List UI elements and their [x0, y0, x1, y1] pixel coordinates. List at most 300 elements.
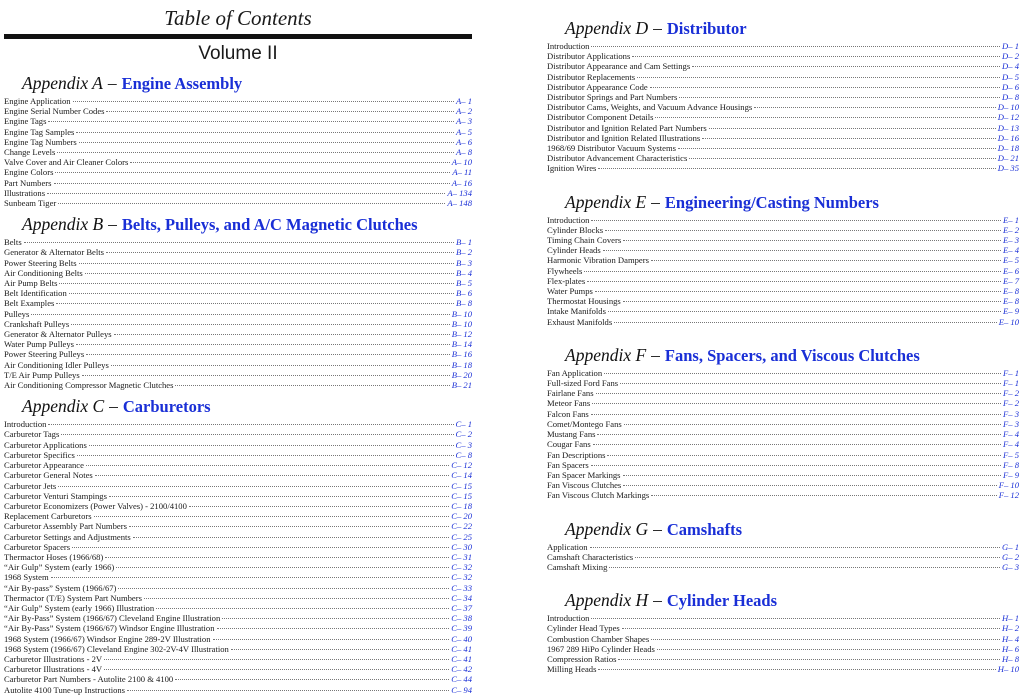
toc-entry[interactable]: [547, 450, 1019, 460]
toc-entry[interactable]: [4, 298, 472, 308]
dot-leader: [57, 152, 454, 153]
appendix-g-entries: [547, 542, 1019, 573]
appendix-h-heading: [565, 590, 1019, 611]
entry-page-number: B– 6: [456, 288, 472, 299]
entry-page-number: F– 4: [1003, 439, 1019, 450]
toc-entry[interactable]: [547, 92, 1019, 102]
entry-title: T/E Air Pump Pulleys: [4, 369, 80, 380]
entry-page-number: D– 6: [1002, 81, 1019, 92]
entry-page-number: D– 35: [997, 163, 1019, 174]
entry-title: Carburetor Illustrations - 4V: [4, 664, 103, 675]
toc-entry[interactable]: [4, 96, 472, 106]
dot-leader: [118, 588, 449, 589]
entry-title: Fan Descriptions: [547, 449, 606, 460]
dot-leader: [650, 87, 1000, 88]
toc-entry[interactable]: [4, 521, 472, 531]
dot-leader: [109, 496, 449, 497]
toc-entry[interactable]: [4, 470, 472, 480]
toc-entry[interactable]: [4, 106, 472, 116]
entry-title: Crankshaft Pulleys: [4, 318, 70, 329]
toc-entry[interactable]: [4, 501, 472, 511]
entry-page-number: C– 42: [451, 664, 472, 675]
heading-dash: –: [107, 73, 117, 93]
toc-entry[interactable]: [547, 255, 1019, 265]
toc-entry[interactable]: [547, 460, 1019, 470]
dot-leader: [651, 495, 996, 496]
dot-leader: [76, 132, 454, 133]
toc-entry[interactable]: [547, 542, 1019, 552]
appendix-b-entries: [4, 237, 472, 390]
entry-title: Pulleys: [4, 308, 30, 319]
entry-page-number: C– 33: [451, 582, 472, 593]
title-rule: [4, 34, 472, 39]
dot-leader: [127, 690, 449, 691]
toc-entry[interactable]: [547, 368, 1019, 378]
entry-page-number: A– 5: [456, 126, 472, 137]
entry-title: Change Levels: [4, 147, 56, 158]
entry-page-number: C– 15: [451, 490, 472, 501]
toc-entry[interactable]: [4, 380, 472, 390]
dot-leader: [678, 148, 996, 149]
entry-page-number: H– 6: [1002, 643, 1019, 654]
entry-title: Carburetor Economizers (Power Valves) - 2100/4100: [4, 500, 187, 511]
appendix-h-section: [547, 590, 1019, 674]
dot-leader: [144, 598, 449, 599]
dot-leader: [591, 414, 1001, 415]
toc-entry[interactable]: [4, 349, 472, 359]
appendix-a-section: [4, 73, 472, 208]
entry-title: Cylinder Heads: [547, 245, 601, 256]
toc-entry[interactable]: [4, 167, 472, 177]
toc-entry[interactable]: [4, 593, 472, 603]
dot-leader: [609, 567, 1000, 568]
appendix-d-section: [547, 18, 1019, 174]
toc-entry[interactable]: [547, 644, 1019, 654]
toc-entry[interactable]: [4, 178, 472, 188]
appendix-label: Appendix B: [22, 214, 104, 235]
appendix-b-section: [4, 214, 472, 390]
entry-page-number: F– 1: [1003, 367, 1019, 378]
entry-page-number: A– 16: [451, 177, 472, 188]
dot-leader: [603, 250, 1001, 251]
entry-page-number: E– 8: [1003, 286, 1019, 297]
entry-title: Sunbeam Tiger: [4, 198, 57, 209]
entry-page-number: B– 2: [456, 247, 472, 258]
toc-entry[interactable]: [4, 309, 472, 319]
dot-leader: [605, 230, 1001, 231]
entry-title: Carburetor General Notes: [4, 470, 93, 481]
dot-leader: [651, 639, 1000, 640]
appendix-label: Appendix D: [565, 18, 649, 38]
dot-leader: [106, 111, 454, 112]
dot-leader: [54, 183, 450, 184]
entry-title: Distributor and Ignition Related Illustrations: [547, 132, 701, 143]
toc-entry[interactable]: [4, 603, 472, 613]
entry-page-number: B– 1: [456, 237, 472, 248]
entry-title: Belts: [4, 237, 22, 248]
toc-entry[interactable]: [547, 235, 1019, 245]
entry-page-number: A– 11: [452, 167, 472, 178]
toc-entry[interactable]: [547, 306, 1019, 316]
toc-entry[interactable]: [4, 685, 472, 695]
toc-entry[interactable]: [547, 480, 1019, 490]
right-column: [547, 0, 1019, 674]
dot-leader: [596, 393, 1001, 394]
toc-entry[interactable]: [4, 572, 472, 582]
toc-entry[interactable]: [547, 378, 1019, 388]
entry-title: Fan Spacers: [547, 459, 589, 470]
toc-entry[interactable]: [4, 542, 472, 552]
appendix-f-entries: [547, 368, 1019, 501]
entry-page-number: C– 22: [451, 521, 472, 532]
toc-entry[interactable]: [4, 278, 472, 288]
appendix-name: Cylinder Heads: [666, 591, 778, 611]
toc-entry[interactable]: [547, 409, 1019, 419]
toc-entry[interactable]: [547, 41, 1019, 51]
dot-leader: [72, 547, 449, 548]
appendix-c-entries: [4, 419, 472, 694]
toc-entry[interactable]: [4, 147, 472, 157]
toc-entry[interactable]: [547, 654, 1019, 664]
entry-page-number: C– 38: [451, 613, 472, 624]
dot-leader: [604, 373, 1001, 374]
dot-leader: [24, 242, 454, 243]
entry-title: Carburetor Jets: [4, 480, 57, 491]
entry-title: Cylinder Head Types: [547, 623, 620, 634]
toc-entry[interactable]: [547, 102, 1019, 112]
appendix-d-entries: [547, 41, 1019, 174]
entry-title: Distributor Springs and Part Numbers: [547, 92, 678, 103]
toc-entry[interactable]: [4, 440, 472, 450]
toc-entry[interactable]: [4, 644, 472, 654]
appendix-label: Appendix E: [565, 191, 647, 212]
dot-leader: [595, 291, 1001, 292]
dot-leader: [85, 273, 454, 274]
dot-leader: [105, 557, 449, 558]
toc-entry[interactable]: [4, 429, 472, 439]
entry-page-number: B– 21: [451, 380, 472, 391]
entry-title: Carburetor Part Numbers - Autolite 2100 & 4100: [4, 674, 174, 685]
entry-title: 1968 System (1966/67) Cleveland Engine 302-2V-4V Illustration: [4, 643, 229, 654]
dot-leader: [69, 293, 454, 294]
entry-page-number: F– 10: [998, 480, 1019, 491]
toc-entry[interactable]: [4, 360, 472, 370]
entry-title: Autolite 4100 Tune-up Instructions: [4, 684, 126, 695]
toc-entry[interactable]: [4, 116, 472, 126]
dot-leader: [635, 557, 1000, 558]
toc-entry[interactable]: [547, 664, 1019, 674]
page-title: Table of Contents: [164, 6, 312, 30]
entry-page-number: D– 8: [1002, 92, 1019, 103]
appendix-c-heading: [22, 396, 472, 417]
entry-page-number: G– 1: [1002, 541, 1019, 552]
toc-entry[interactable]: [547, 286, 1019, 296]
entry-page-number: E– 6: [1003, 265, 1019, 276]
toc-entry[interactable]: [4, 450, 472, 460]
dot-leader: [86, 354, 450, 355]
appendix-g-section: [547, 519, 1019, 573]
toc-entry[interactable]: [547, 419, 1019, 429]
toc-entry[interactable]: [4, 562, 472, 572]
entry-page-number: C– 34: [451, 592, 472, 603]
entry-title: Illustrations: [4, 187, 46, 198]
entry-page-number: F– 1: [1003, 378, 1019, 389]
toc-entry[interactable]: [4, 583, 472, 593]
appendix-name: Camshafts: [666, 519, 743, 539]
dot-leader: [86, 465, 449, 466]
appendix-label: Appendix H: [565, 590, 649, 611]
toc-entry[interactable]: [547, 61, 1019, 71]
toc-entry[interactable]: [547, 552, 1019, 562]
entry-page-number: A– 10: [451, 157, 472, 168]
dot-leader: [655, 117, 995, 118]
entry-title: Carburetor Venturi Stampings: [4, 490, 107, 501]
entry-title: “Air By-Pass” System (1966/67) Cleveland Engine Illustration: [4, 613, 221, 624]
entry-page-number: C– 40: [451, 633, 472, 644]
entry-title: Distributor Component Details: [547, 112, 654, 123]
toc-entry[interactable]: [547, 225, 1019, 235]
entry-page-number: B– 10: [451, 308, 472, 319]
entry-page-number: B– 8: [456, 298, 472, 309]
entry-title: “Air By-Pass” System (1966/67) Windsor Engine Illustration: [4, 623, 215, 634]
toc-entry[interactable]: [4, 532, 472, 542]
toc-entry[interactable]: [547, 153, 1019, 163]
entry-title: Introduction: [547, 41, 590, 51]
entry-title: Introduction: [4, 419, 47, 430]
toc-entry[interactable]: [547, 276, 1019, 286]
dot-leader: [61, 434, 453, 435]
entry-page-number: C– 31: [451, 551, 472, 562]
dot-leader: [104, 669, 449, 670]
toc-entry[interactable]: [4, 329, 472, 339]
toc-entry[interactable]: [4, 664, 472, 674]
entry-page-number: C– 2: [455, 429, 472, 440]
entry-title: Distributor Advancement Characteristics: [547, 153, 688, 164]
entry-title: Fan Viscous Clutch Markings: [547, 490, 650, 501]
dot-leader: [591, 465, 1001, 466]
entry-page-number: F– 3: [1003, 418, 1019, 429]
dot-leader: [111, 365, 450, 366]
entry-title: “Air By-pass” System (1966/67): [4, 582, 117, 593]
entry-title: Air Conditioning Belts: [4, 267, 83, 278]
dot-leader: [73, 101, 454, 102]
entry-page-number: C– 12: [451, 460, 472, 471]
dot-leader: [129, 526, 449, 527]
toc-entry[interactable]: [4, 188, 472, 198]
entry-page-number: C– 44: [451, 674, 472, 685]
entry-title: Valve Cover and Air Cleaner Colors: [4, 157, 129, 168]
dot-leader: [48, 121, 454, 122]
dot-leader: [618, 659, 1000, 660]
entry-title: Belt Identification: [4, 288, 67, 299]
toc-entry[interactable]: [547, 82, 1019, 92]
toc-entry[interactable]: [547, 215, 1019, 225]
entry-page-number: D– 5: [1002, 71, 1019, 82]
entry-title: Timing Chain Covers: [547, 235, 622, 246]
toc-entry[interactable]: [547, 123, 1019, 133]
entry-page-number: F– 12: [998, 490, 1019, 501]
toc-entry[interactable]: [4, 481, 472, 491]
dot-leader: [114, 334, 450, 335]
toc-entry[interactable]: [4, 319, 472, 329]
entry-page-number: E– 10: [998, 316, 1019, 327]
entry-page-number: H– 1: [1002, 613, 1019, 624]
entry-page-number: C– 3: [455, 439, 472, 450]
entry-title: Compression Ratios: [547, 653, 617, 664]
toc-entry[interactable]: [4, 491, 472, 501]
entry-page-number: D– 16: [997, 132, 1019, 143]
entry-page-number: A– 148: [447, 198, 472, 209]
dot-leader: [709, 128, 996, 129]
toc-entry[interactable]: [547, 143, 1019, 153]
entry-page-number: B– 20: [451, 369, 472, 380]
entry-page-number: E– 7: [1003, 275, 1019, 286]
toc-entry[interactable]: [4, 237, 472, 247]
toc-entry[interactable]: [4, 634, 472, 644]
dot-leader: [754, 107, 996, 108]
entry-page-number: C– 32: [451, 562, 472, 573]
toc-entry[interactable]: [4, 613, 472, 623]
toc-entry[interactable]: [4, 654, 472, 664]
toc-entry[interactable]: [547, 398, 1019, 408]
dot-leader: [58, 203, 445, 204]
toc-entry[interactable]: [547, 470, 1019, 480]
toc-entry[interactable]: [547, 72, 1019, 82]
entry-page-number: B– 16: [451, 349, 472, 360]
toc-entry[interactable]: [547, 388, 1019, 398]
entry-title: Power Steering Belts: [4, 257, 77, 268]
entry-page-number: C– 25: [451, 531, 472, 542]
appendix-b-heading: [22, 214, 472, 235]
toc-entry[interactable]: [547, 429, 1019, 439]
dot-leader: [175, 385, 449, 386]
entry-title: Cylinder Blocks: [547, 224, 604, 235]
entry-page-number: E– 2: [1003, 224, 1019, 235]
toc-entry[interactable]: [4, 247, 472, 257]
entry-title: Belt Examples: [4, 298, 55, 309]
toc-entry[interactable]: [547, 439, 1019, 449]
entry-title: 1968 System: [4, 572, 49, 583]
entry-title: Distributor Applications: [547, 51, 631, 62]
dot-leader: [623, 475, 1001, 476]
entry-page-number: A– 3: [456, 116, 472, 127]
dot-leader: [189, 506, 449, 507]
entry-title: Engine Tag Numbers: [4, 136, 77, 147]
entry-title: Carburetor Settings and Adjustments: [4, 531, 131, 542]
dot-leader: [679, 97, 1000, 98]
entry-title: Mustang Fans: [547, 429, 596, 440]
toc-entry[interactable]: [547, 51, 1019, 61]
toc-entry[interactable]: [4, 137, 472, 147]
toc-entry[interactable]: [4, 127, 472, 137]
entry-title: Camshaft Characteristics: [547, 551, 634, 562]
entry-title: Introduction: [547, 214, 590, 225]
entry-title: Carburetor Assembly Part Numbers: [4, 521, 127, 532]
toc-entry[interactable]: [4, 370, 472, 380]
entry-title: Ignition Wires: [547, 163, 597, 174]
dot-leader: [598, 669, 995, 670]
entry-page-number: D– 12: [997, 112, 1019, 123]
appendix-name: Distributor: [666, 19, 747, 38]
dot-leader: [133, 537, 449, 538]
toc-entry[interactable]: [4, 460, 472, 470]
appendix-f-section: [547, 345, 1019, 501]
toc-entry[interactable]: [547, 623, 1019, 633]
dot-leader: [89, 445, 454, 446]
toc-entry[interactable]: [547, 163, 1019, 173]
dot-leader: [702, 138, 996, 139]
toc-entry[interactable]: [547, 490, 1019, 500]
toc-entry[interactable]: [547, 112, 1019, 122]
toc-entry[interactable]: [4, 268, 472, 278]
entry-page-number: A– 134: [447, 187, 472, 198]
dot-leader: [587, 281, 1001, 282]
appendix-label: Appendix F: [565, 344, 647, 365]
entry-page-number: C– 41: [451, 643, 472, 654]
toc-entry[interactable]: [4, 511, 472, 521]
toc-entry[interactable]: [4, 552, 472, 562]
entry-title: Carburetor Applications: [4, 439, 87, 450]
entry-title: Harmonic Vibration Dampers: [547, 255, 649, 266]
entry-page-number: H– 10: [997, 664, 1019, 675]
entry-page-number: F– 9: [1003, 469, 1019, 480]
toc-entry[interactable]: [547, 245, 1019, 255]
entry-page-number: B– 14: [451, 339, 472, 350]
toc-entry[interactable]: [4, 623, 472, 633]
toc-entry[interactable]: [4, 674, 472, 684]
dot-leader: [156, 608, 449, 609]
heading-dash: –: [651, 191, 660, 212]
entry-page-number: B– 4: [456, 267, 472, 278]
entry-title: Thermactor (T/E) System Part Numbers: [4, 592, 142, 603]
dot-leader: [637, 77, 1000, 78]
toc-entry[interactable]: [547, 634, 1019, 644]
toc-entry[interactable]: [4, 198, 472, 208]
dot-leader: [104, 659, 449, 660]
dot-leader: [82, 375, 450, 376]
entry-title: 1967 289 HiPo Cylinder Heads: [547, 643, 655, 654]
entry-page-number: H– 2: [1002, 623, 1019, 634]
dot-leader: [55, 172, 450, 173]
dot-leader: [608, 311, 1001, 312]
toc-entry[interactable]: [4, 258, 472, 268]
appendix-label: Appendix A: [22, 73, 103, 93]
toc-entry[interactable]: [547, 317, 1019, 327]
heading-dash: –: [109, 396, 118, 417]
entry-title: Water Pumps: [547, 286, 593, 297]
toc-entry[interactable]: [547, 613, 1019, 623]
entry-title: 1968 System (1966/67) Windsor Engine 289-2V Illustration: [4, 633, 211, 644]
dot-leader: [94, 516, 450, 517]
toc-entry[interactable]: [547, 296, 1019, 306]
toc-entry[interactable]: [547, 266, 1019, 276]
entry-page-number: C– 20: [451, 511, 472, 522]
toc-entry[interactable]: [4, 419, 472, 429]
entry-title: “Air Gulp” System (early 1966) Illustration: [4, 602, 155, 613]
entry-title: Fan Application: [547, 367, 603, 378]
toc-entry[interactable]: [4, 339, 472, 349]
toc-entry[interactable]: [547, 562, 1019, 572]
toc-entry[interactable]: [547, 133, 1019, 143]
entry-title: Part Numbers: [4, 177, 52, 188]
dot-leader: [632, 56, 1000, 57]
dot-leader: [620, 383, 1001, 384]
entry-page-number: B– 18: [451, 359, 472, 370]
toc-entry[interactable]: [4, 157, 472, 167]
entry-title: Falcon Fans: [547, 408, 589, 419]
appendix-c-section: [4, 396, 472, 694]
toc-entry[interactable]: [4, 288, 472, 298]
